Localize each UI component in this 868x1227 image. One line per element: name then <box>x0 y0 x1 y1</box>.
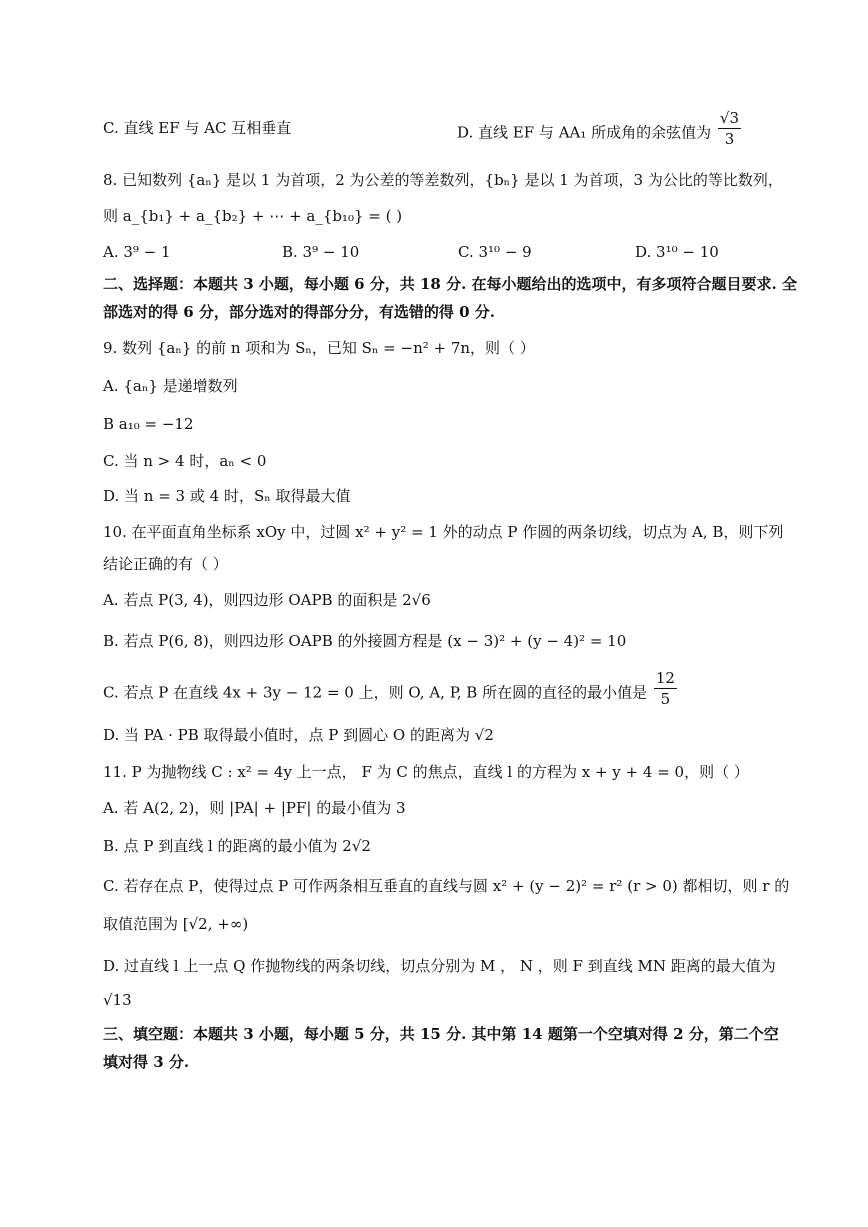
q8-stem: 8. 已知数列 {aₙ} 是以 1 为首项，2 为公差的等差数列，{bₙ} 是以 1 为首项，3 为公比的等比数列， <box>103 171 783 189</box>
q8-option-a: A. 3⁹ − 1 <box>103 243 171 261</box>
q9-option-d: D. 当 n = 3 或 4 时，Sₙ 取得最大值 <box>103 487 351 505</box>
fraction-numerator: √3 <box>719 109 740 127</box>
q10-option-b: B. 若点 P(6, 8)，则四边形 OAPB 的外接圆方程是 (x − 3)² + (y − 4)² = 10 <box>103 632 627 650</box>
q7-option-d-text: D. 直线 EF 与 AA₁ 所成角的余弦值为 <box>457 123 712 142</box>
q8-option-c: C. 3¹⁰ − 9 <box>458 243 532 261</box>
q9-stem: 9. 数列 {aₙ} 的前 n 项和为 Sₙ，已知 Sₙ = −n² + 7n，则（ ） <box>103 339 535 357</box>
q11-option-d-cont: √13 <box>103 991 132 1009</box>
section-2-heading-cont: 部选对的得 6 分，部分选对的得部分分，有选错的得 0 分. <box>103 303 495 321</box>
q9-option-a: A. {aₙ} 是递增数列 <box>103 377 238 395</box>
q10-option-c <box>103 669 677 709</box>
q8-option-b: B. 3⁹ − 10 <box>282 243 360 261</box>
q11-stem: 11. P 为抛物线 C : x² = 4y 上一点， F 为 C 的焦点，直线 l 的方程为 x + y + 4 = 0，则（ ） <box>103 763 749 781</box>
fraction-cos-value <box>718 108 741 149</box>
fraction-denominator: 5 <box>660 690 671 708</box>
q9-option-b: B a₁₀ = −12 <box>103 415 194 433</box>
fraction-diameter-min <box>654 668 677 709</box>
q11-option-a: A. 若 A(2, 2)，则 |PA| + |PF| 的最小值为 3 <box>103 799 406 817</box>
fraction-numerator: 12 <box>655 669 675 687</box>
q11-option-d: D. 过直线 l 上一点 Q 作抛物线的两条切线，切点分别为 M ， N ，则 F 到直线 MN 距离的最大值为 <box>103 957 776 975</box>
q10-stem: 10. 在平面直角坐标系 xOy 中，过圆 x² + y² = 1 外的动点 P 作圆的两条切线，切点为 A, B，则下列 <box>103 523 784 541</box>
q11-option-b: B. 点 P 到直线 l 的距离的最小值为 2√2 <box>103 837 371 855</box>
q11-option-c-cont: 取值范围为 [√2, +∞) <box>103 915 249 933</box>
fraction-denominator: 3 <box>724 130 735 148</box>
q7-option-c: C. 直线 EF 与 AC 互相垂直 <box>103 119 292 137</box>
q10-stem-cont: 结论正确的有（ ） <box>103 555 228 573</box>
section-2-heading: 二、选择题：本题共 3 小题，每小题 6 分，共 18 分. 在每小题给出的选项中，有多项符合题目要求. 全 <box>103 275 797 293</box>
q10-option-d: D. 当 PA · PB 取得最小值时，点 P 到圆心 O 的距离为 √2 <box>103 726 494 744</box>
q9-option-c: C. 当 n > 4 时，aₙ < 0 <box>103 452 267 470</box>
section-3-heading: 三、填空题：本题共 3 小题，每小题 5 分，共 15 分. 其中第 14 题第一个空填对得 2 分，第二个空 <box>103 1025 779 1043</box>
q10-option-c-text: C. 若点 P 在直线 4x + 3y − 12 = 0 上，则 O, A, P, B 所在圆的直径的最小值是 <box>103 683 648 702</box>
q11-option-c: C. 若存在点 P，使得过点 P 可作两条相互垂直的直线与圆 x² + (y − 2)² = r² (r > 0) 都相切，则 r 的 <box>103 877 790 895</box>
q8-stem-cont: 则 a_{b₁} + a_{b₂} + ⋯ + a_{b₁₀} = ( ) <box>103 207 403 225</box>
section-3-heading-cont: 填对得 3 分. <box>103 1053 190 1071</box>
q8-option-d: D. 3¹⁰ − 10 <box>635 243 719 261</box>
q7-option-d <box>457 109 741 149</box>
q10-option-a: A. 若点 P(3, 4)，则四边形 OAPB 的面积是 2√6 <box>103 591 431 609</box>
